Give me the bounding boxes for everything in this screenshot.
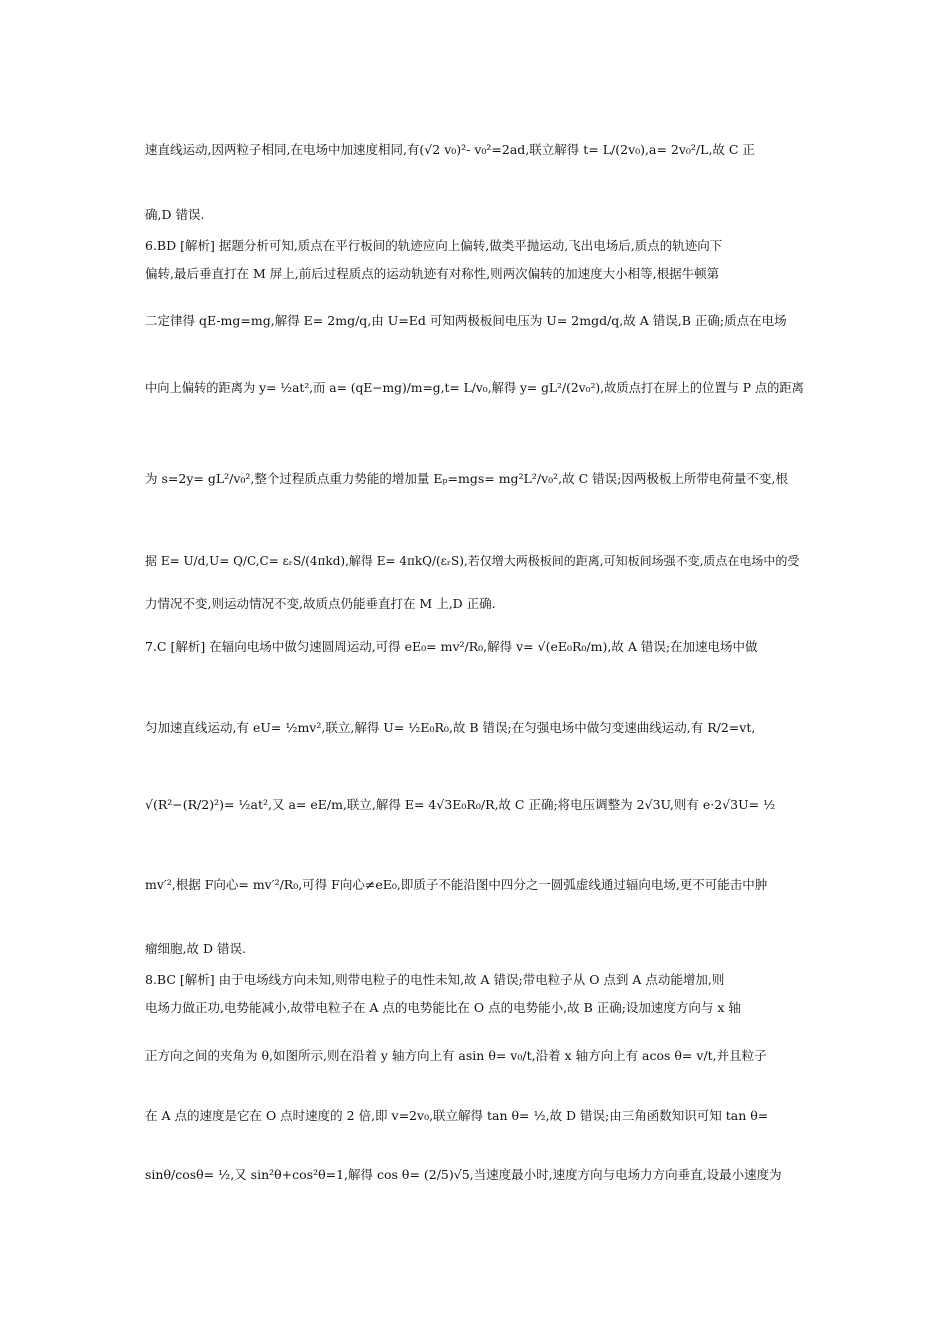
text-line: 6.BD [解析] 据题分析可知,质点在平行板间的轨迹应向上偏转,做类平抛运动,飞出电场后,质点的轨迹向下 bbox=[145, 238, 723, 253]
text-line: 速直线运动,因两粒子相同,在电场中加速度相同,有(√2 v₀)²- v₀²=2ad,联立解得 t= L/(2v₀),a= 2v₀²/L,故 C 正 bbox=[145, 142, 755, 157]
text-line: 为 s=2y= gL²/v₀²,整个过程质点重力势能的增加量 Eₚ=mgs= mg²L²/v₀²,故 C 错误;因两极板上所带电荷量不变,根 bbox=[145, 471, 788, 486]
text-line: 7.C [解析] 在辐向电场中做匀速圆周运动,可得 eE₀= mv²/R₀,解得 v= √(eE₀R₀/m),故 A 错误;在加速电场中做 bbox=[145, 639, 758, 654]
text-line: 确,D 错误. bbox=[145, 207, 205, 222]
text-line: 电场力做正功,电势能减小,故带电粒子在 A 点的电势能比在 O 点的电势能小,故 B 正确;设加速度方向与 x 轴 bbox=[145, 1000, 741, 1015]
text-line: 力情况不变,则运动情况不变,故质点仍能垂直打在 M 上,D 正确. bbox=[145, 596, 496, 611]
text-line: √(R²−(R/2)²)= ½at²,又 a= eE/m,联立,解得 E= 4√3E₀R₀/R,故 C 正确;将电压调整为 2√3U,则有 e·2√3U= ½ bbox=[145, 797, 776, 812]
text-line: 8.BC [解析] 由于电场线方向未知,则带电粒子的电性未知,故 A 错误;带电粒子从 O 点到 A 点动能增加,则 bbox=[145, 972, 725, 987]
text-line: 在 A 点的速度是它在 O 点时速度的 2 倍,即 v=2v₀,联立解得 tan θ= ½,故 D 错误;由三角函数知识可知 tan θ= bbox=[145, 1108, 769, 1123]
text-line: 正方向之间的夹角为 θ,如图所示,则在沿着 y 轴方向上有 asin θ= v₀/t,沿着 x 轴方向上有 acos θ= v/t,并且粒子 bbox=[145, 1048, 767, 1063]
text-line: sinθ/cosθ= ½,又 sin²θ+cos²θ=1,解得 cos θ= (2/5)√5,当速度最小时,速度方向与电场力方向垂直,设最小速度为 bbox=[145, 1167, 782, 1182]
text-line: 据 E= U/d,U= Q/C,C= εᵣS/(4πkd),解得 E= 4πkQ/(εᵣS),若仅增大两极板间的距离,可知板间场强不变,质点在电场中的受 bbox=[145, 554, 800, 568]
text-line: mv′²,根据 F向心= mv′²/R₀,可得 F向心≠eE₀,即质子不能沿图中四分之一圆弧虚线通过辐向电场,更不可能击中肿 bbox=[145, 877, 768, 892]
text-line: 中向上偏转的距离为 y= ½at²,而 a= (qE−mg)/m=g,t= L/v₀,解得 y= gL²/(2v₀²),故质点打在屏上的位置与 P 点的距离 bbox=[145, 381, 804, 395]
text-line: 瘤细胞,故 D 错误. bbox=[145, 941, 246, 956]
text-line: 二定律得 qE-mg=mg,解得 E= 2mg/q,由 U=Ed 可知两极板间电压为 U= 2mgd/q,故 A 错误,B 正确;质点在电场 bbox=[145, 313, 787, 328]
text-line: 匀加速直线运动,有 eU= ½mv²,联立,解得 U= ½E₀R₀,故 B 错误;在匀强电场中做匀变速曲线运动,有 R/2=vt, bbox=[145, 720, 756, 735]
text-line: 偏转,最后垂直打在 M 屏上,前后过程质点的运动轨迹有对称性,则两次偏转的加速度大小相等,根据牛顿第 bbox=[145, 266, 720, 281]
